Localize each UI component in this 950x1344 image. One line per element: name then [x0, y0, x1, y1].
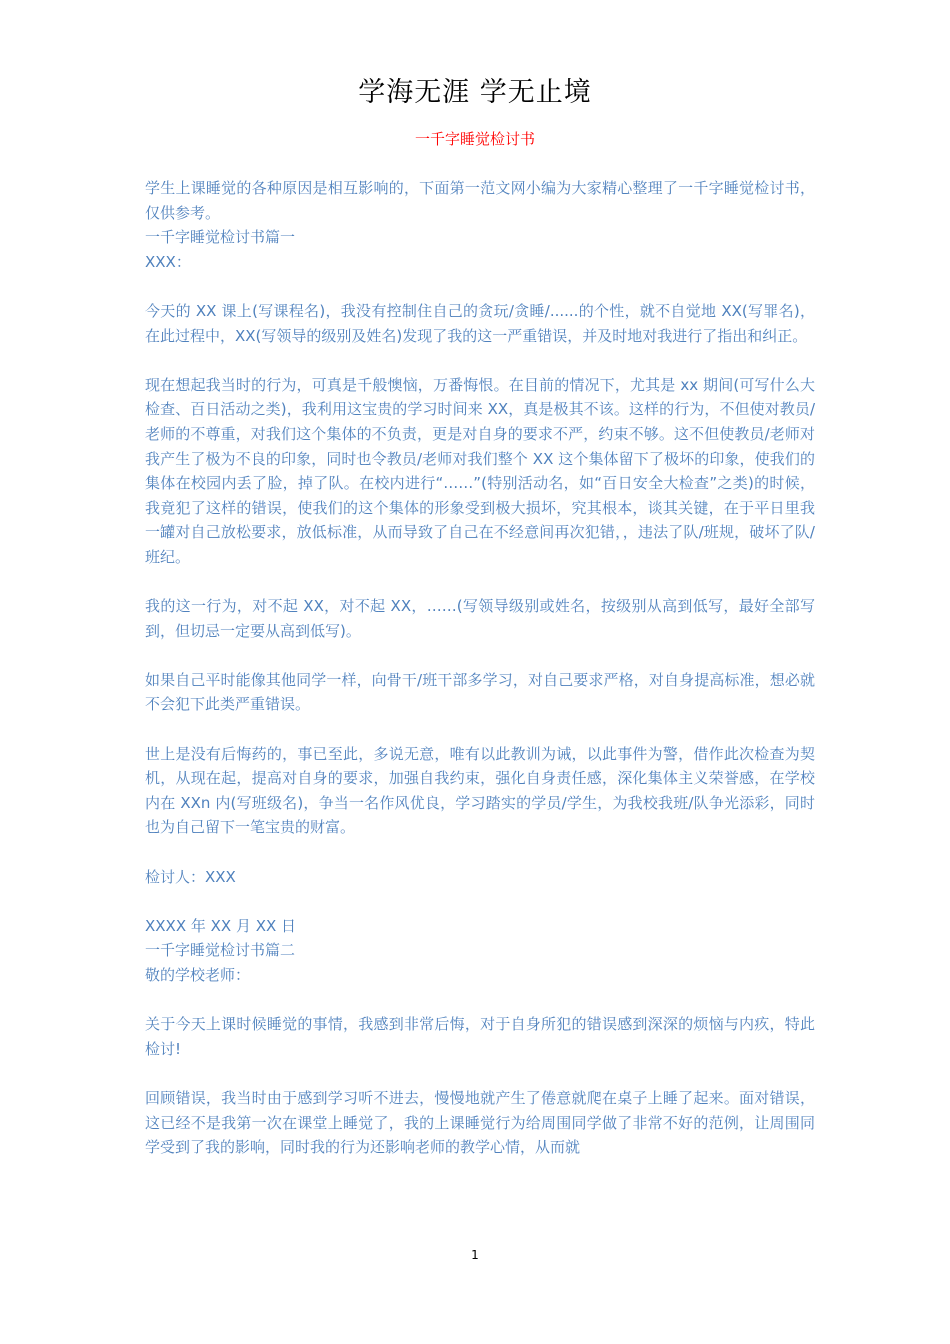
page-header-title: 学海无涯 学无止境	[358, 77, 592, 108]
intro-paragraph: 学生上课睡觉的各种原因是相互影响的，下面第一范文网小编为大家精心整理了一千字睡觉检讨书，仅供参考。	[145, 179, 815, 222]
paragraph-5: 世上是没有后悔药的，事已至此，多说无意，唯有以此教训为诫，以此事件为警，借作此次检查为契机，从现在起，提高对自身的要求，加强自我约束，强化自身责任感，深化集体主义荣誉感，在学校内在 XXn 内(写班级名)，争当一名作风优良，学习踏实的学员/学生，为我校我班/队争光添彩，同时也为自己留下一笔宝贵的财富。	[145, 744, 815, 837]
blank-line	[145, 1061, 815, 1086]
blank-line	[145, 274, 815, 299]
blank-line	[145, 840, 815, 865]
paragraph-2: 现在想起我当时的行为，可真是千般懊恼，万番悔恨。在目前的情况下，尤其是 xx 期间(可写什么大检查、百日活动之类)，我利用这宝贵的学习时间来 XX，真是极其不该。这样的行为，不但使对教员/老师的不尊重，对我们这个集体的不负责，更是对自身的要求不严，约束不够。这不但使教员/老师对我产生了极为不良的印象，同时也令教员/老师对我们整个 XX 这个集体留下了极坏的印象，使我们的集体在校园内丢了脸，掉了队。在校内进行“……”(特别活动名，如“百日安全大检查”之类)的时候，我竟犯了这样的错误，使我们的这个集体的形象受到极大损坏，究其根本，谈其关键，在于平日里我一罐对自己放松要求，放低标准，从而导致了自己在不经意间再次犯错，，违法了队/班规，破坏了队/班纪。	[145, 375, 815, 566]
part1-salutation: XXX：	[145, 252, 191, 271]
document-subtitle: 一千字睡觉检讨书	[414, 130, 535, 148]
paragraph-7: 回顾错误，我当时由于感到学习听不进去，慢慢地就产生了倦意就爬在桌子上睡了起来。面对错误，这已经不是我第一次在课堂上睡觉了，我的上课睡觉行为给周围同学做了非常不好的范例，让周围同学受到了我的影响，同时我的行为还影响老师的教学心情，从而就	[145, 1088, 815, 1157]
part2-salutation: 敬的学校老师：	[145, 966, 251, 984]
paragraph-6: 关于今天上课时候睡觉的事情，我感到非常后悔，对于自身所犯的错误感到深深的烦恼与内疚，特此检讨!	[145, 1015, 815, 1058]
paragraph-3: 我的这一行为，对不起 XX，对不起 XX，……(写领导级别或姓名，按级别从高到低写，最好全部写到，但切忌一定要从高到低写)。	[145, 597, 815, 640]
page-number: 1	[471, 1248, 479, 1262]
blank-line	[145, 988, 815, 1013]
part2-heading: 一千字睡觉检讨书篇二	[145, 941, 296, 960]
blank-line	[145, 348, 815, 373]
paragraph-1: 今天的 XX 课上(写课程名)，我没有控制住自己的贪玩/贪睡/......的个性，就不自觉地 XX(写罪名)，在此过程中，XX(写领导的级别及姓名)发现了我的这一严重错误，并及时地对我进行了指出和纠正。	[145, 301, 815, 345]
part1-heading: 一千字睡觉检讨书篇一	[145, 228, 296, 247]
blank-line	[145, 889, 815, 914]
blank-line	[145, 570, 815, 595]
paragraph-4: 如果自己平时能像其他同学一样，向骨干/班干部多学习，对自己要求严格，对自身提高标准，想必就不会犯下此类严重错误。	[145, 670, 815, 714]
blank-line	[145, 643, 815, 668]
signer-line: 检讨人：XXX	[145, 867, 236, 886]
document-body	[145, 176, 815, 1160]
date-line: XXXX 年 XX 月 XX 日	[145, 916, 297, 935]
blank-line	[145, 717, 815, 742]
